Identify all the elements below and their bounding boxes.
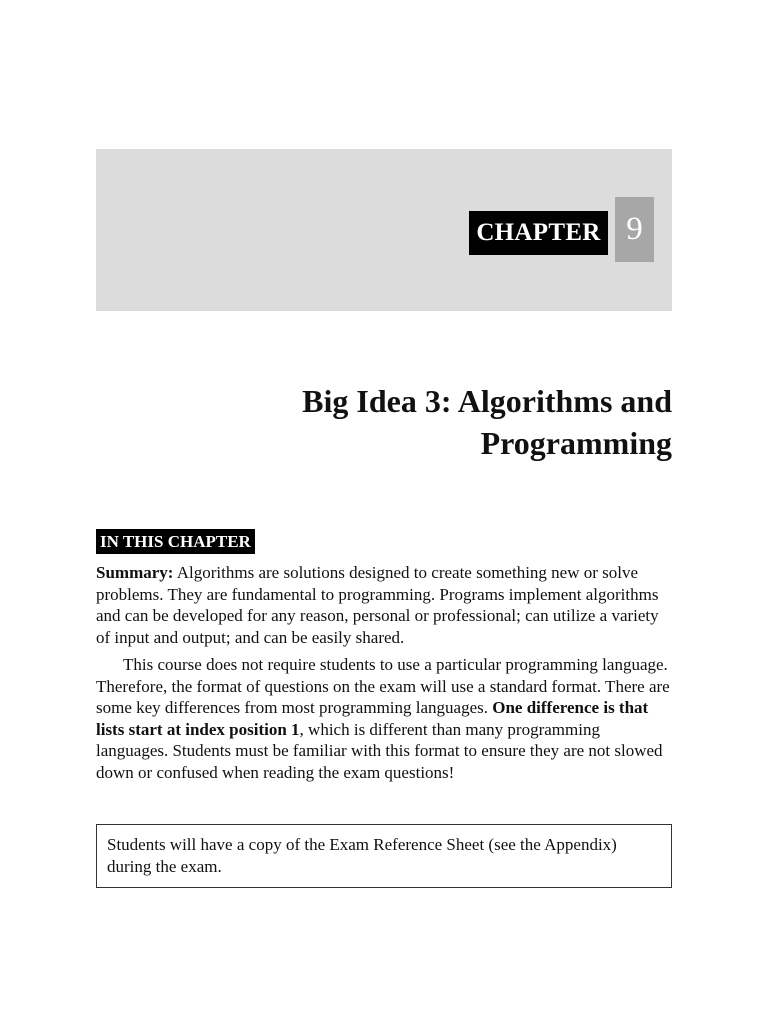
course-paragraph [96,654,672,783]
course-bold-text: One difference is that lists start at index position 1 [96,698,649,739]
summary-lead: Summary: [96,563,174,582]
chapter-title-line-2: Programming [480,425,672,461]
exam-reference-callout: Students will have a copy of the Exam Reference Sheet (see the Appendix) during the exam. [96,824,672,888]
summary-paragraph [96,562,672,648]
in-this-chapter-heading: IN THIS CHAPTER [96,529,255,554]
chapter-title-line-1: Big Idea 3: Algorithms and [302,383,672,419]
chapter-label: CHAPTER [469,211,608,255]
chapter-title [200,380,672,464]
course-text-after: , which is different than many programming languages. Students must be familiar with this format to ensure they are not slowed down or confused when reading the exam questions! [96,719,663,782]
course-text-before: This course does not require students to use a particular programming language. Therefore, the format of questions on the exam will use a standard format. There are some key differences from most programming languages. [96,655,670,717]
chapter-number: 9 [615,197,654,262]
summary-text: Algorithms are solutions designed to create something new or solve problems. They are fundamental to programming. Programs implement algorithms and can be developed for any reason, personal or professional; can utilize a variety of input and output; and can be easily shared. [96,563,659,647]
